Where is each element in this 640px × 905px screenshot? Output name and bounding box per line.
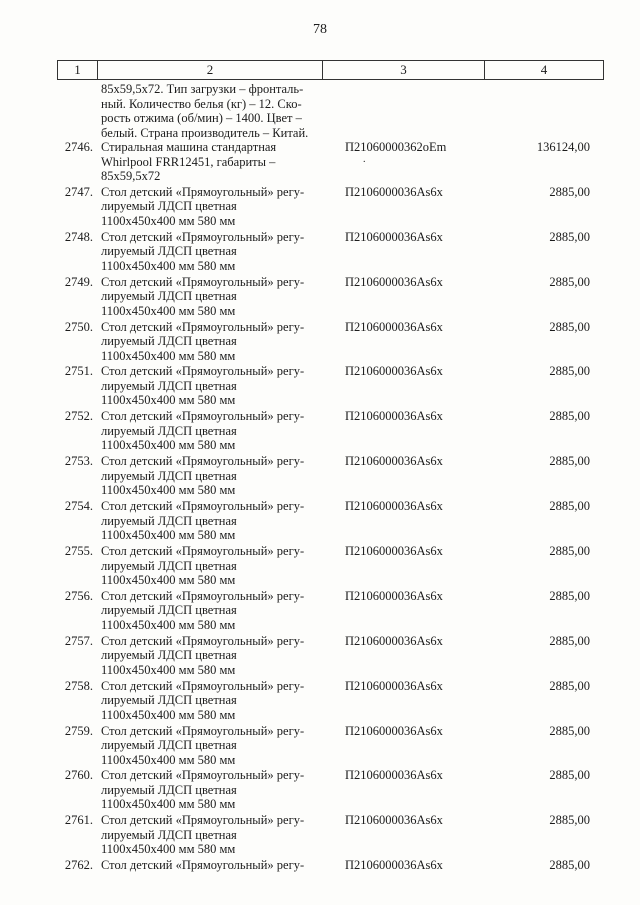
description-line: ный. Количество белья (кг) – 12. Ско- (101, 96, 302, 111)
table-row (57, 634, 602, 678)
code-text: П2106000036As6x (345, 588, 443, 603)
row-description (97, 275, 325, 319)
table-body (57, 82, 602, 874)
code-text: П2106000036As6x (345, 678, 443, 693)
description-line: лируемый ЛДСП цветная (101, 199, 237, 214)
code-text: П2106000036As6x (345, 633, 443, 648)
row-number: 2748. (64, 229, 93, 244)
description-line: 1100х450х400 мм 580 мм (101, 617, 236, 632)
row-description (97, 364, 325, 408)
description-line: Стол детский «Прямоугольный» регу- (101, 544, 305, 559)
description-line: Стол детский «Прямоугольный» регу- (101, 768, 305, 783)
row-description (97, 679, 325, 723)
row-price: 2885,00 (549, 678, 590, 693)
row-description (97, 589, 325, 633)
description-line: Стол детский «Прямоугольный» регу- (101, 813, 305, 828)
table-row (57, 409, 602, 453)
table-row (57, 679, 602, 723)
description-line: Whirlpool FRR12451, габариты – (101, 154, 276, 169)
row-number: 2753. (64, 454, 93, 469)
row-price (487, 82, 602, 140)
table-row (57, 813, 602, 857)
table-row (57, 858, 602, 873)
description-line: Стиральная машина стандартная (101, 140, 277, 154)
header-col-3: 3 (323, 61, 485, 79)
row-number: 2752. (64, 409, 93, 424)
description-line: 1100х450х400 мм 580 мм (101, 842, 236, 857)
description-line: 1100х450х400 мм 580 мм (101, 438, 236, 453)
row-price: 2885,00 (549, 723, 590, 738)
row-number: 2761. (64, 813, 93, 828)
table-row (57, 275, 602, 319)
row-code (325, 544, 487, 588)
code-text: П2106000036As6x (345, 364, 443, 379)
row-description (97, 813, 325, 857)
description-line: Стол детский «Прямоугольный» регу- (101, 723, 305, 738)
row-number: 2762. (64, 858, 93, 873)
code-text: П2106000036As6x (345, 768, 443, 783)
row-code (325, 634, 487, 678)
row-code (325, 364, 487, 408)
row-code (325, 409, 487, 453)
code-text: П2106000036As6x (345, 544, 443, 559)
row-code (325, 499, 487, 543)
description-line: Стол детский «Прямоугольный» регу- (101, 454, 305, 469)
row-number: 2756. (64, 588, 93, 603)
row-code (325, 275, 487, 319)
description-line: лируемый ЛДСП цветная (101, 738, 237, 753)
row-number: 2750. (64, 319, 93, 334)
row-number: 2754. (64, 499, 93, 514)
row-code (325, 858, 487, 873)
row-number (57, 82, 97, 140)
row-price: 2885,00 (549, 633, 590, 648)
table-row (57, 454, 602, 498)
description-line: рость отжима (об/мин) – 1400. Цвет – (101, 111, 302, 125)
description-line: лируемый ЛДСП цветная (101, 244, 237, 259)
row-price: 2885,00 (549, 588, 590, 603)
description-line: 1100х450х400 мм 580 мм (101, 348, 236, 363)
description-line: лируемый ЛДСП цветная (101, 468, 237, 483)
row-number: 2747. (64, 184, 93, 199)
code-text: П2106000036As6x (345, 184, 443, 199)
table-row (57, 140, 602, 184)
description-line: Стол детский «Прямоугольный» регу- (101, 364, 305, 379)
row-description (97, 858, 325, 873)
table-header (57, 60, 604, 80)
description-line: лируемый ЛДСП цветная (101, 603, 237, 618)
description-line: Стол детский «Прямоугольный» регу- (101, 184, 305, 199)
description-line: лируемый ЛДСП цветная (101, 513, 237, 528)
row-price: 2885,00 (549, 454, 590, 469)
description-line: 1100х450х400 мм 580 мм (101, 573, 236, 588)
page-number: 78 (313, 22, 327, 37)
row-code (325, 768, 487, 812)
description-line: Стол детский «Прямоугольный» регу- (101, 409, 305, 424)
description-line: 1100х450х400 мм 580 мм (101, 752, 236, 767)
row-price: 2885,00 (549, 768, 590, 783)
code-text: П2106000036As6x (345, 858, 443, 873)
code-text: П21060000362оЕm (345, 140, 447, 154)
table-row (57, 185, 602, 229)
description-line: 1100х450х400 мм 580 мм (101, 797, 236, 812)
description-line: 1100х450х400 мм 580 мм (101, 662, 236, 677)
code-text: П2106000036As6x (345, 723, 443, 738)
description-line: лируемый ЛДСП цветная (101, 423, 237, 438)
row-code (325, 813, 487, 857)
row-code (325, 679, 487, 723)
table-row (57, 724, 602, 768)
row-description (97, 320, 325, 364)
description-line: 1100х450х400 мм 580 мм (101, 213, 236, 228)
row-description (97, 409, 325, 453)
row-price: 2885,00 (549, 544, 590, 559)
description-line: белый. Страна производитель – Китай. (101, 125, 309, 140)
description-line: лируемый ЛДСП цветная (101, 782, 237, 797)
row-price: 2885,00 (549, 229, 590, 244)
table-row (57, 320, 602, 364)
continuation-row (57, 82, 602, 140)
description-line: Стол детский «Прямоугольный» регу- (101, 678, 305, 693)
row-number: 2758. (64, 678, 93, 693)
row-description (97, 724, 325, 768)
row-price: 136124,00 (536, 140, 590, 154)
row-number: 2746. (64, 140, 93, 154)
description-line: Стол детский «Прямоугольный» регу- (101, 588, 305, 603)
code-text: П2106000036As6x (345, 813, 443, 828)
header-col-4: 4 (540, 62, 548, 77)
row-description (97, 230, 325, 274)
description-line: лируемый ЛДСП цветная (101, 334, 237, 349)
row-number: 2755. (64, 544, 93, 559)
header-col-2: 2 (98, 61, 323, 79)
row-code (325, 724, 487, 768)
row-price: 2885,00 (549, 274, 590, 289)
code-text: П2106000036As6x (345, 229, 443, 244)
row-price: 2885,00 (549, 813, 590, 828)
description-line: 85х59,5х72 (101, 169, 161, 183)
row-price: 2885,00 (549, 184, 590, 199)
row-description (97, 499, 325, 543)
row-price: 2885,00 (549, 364, 590, 379)
row-code (325, 140, 487, 184)
table-row (57, 364, 602, 408)
description-line: лируемый ЛДСП цветная (101, 827, 237, 842)
row-price: 2885,00 (549, 409, 590, 424)
row-description (97, 768, 325, 812)
code-text: П2106000036As6x (345, 319, 443, 334)
code-text: П2106000036As6x (345, 409, 443, 424)
description-line: лируемый ЛДСП цветная (101, 648, 237, 663)
code-mark: . (363, 153, 366, 165)
description-line: Стол детский «Прямоугольный» регу- (101, 319, 305, 334)
row-number: 2759. (64, 723, 93, 738)
code-text: П2106000036As6x (345, 454, 443, 469)
description-line: Стол детский «Прямоугольный» регу- (101, 858, 305, 873)
description-line: Стол детский «Прямоугольный» регу- (101, 499, 305, 514)
table-row (57, 544, 602, 588)
row-number: 2757. (64, 633, 93, 648)
code-text: П2106000036As6x (345, 499, 443, 514)
description-line: лируемый ЛДСП цветная (101, 558, 237, 573)
row-code (325, 230, 487, 274)
description-line: лируемый ЛДСП цветная (101, 289, 237, 304)
table-row (57, 499, 602, 543)
description-line: 1100х450х400 мм 580 мм (101, 483, 236, 498)
row-description (97, 140, 325, 184)
code-text: П2106000036As6x (345, 274, 443, 289)
row-description (97, 544, 325, 588)
description-line: 85х59,5х72. Тип загрузки – фронталь- (101, 82, 304, 96)
description-line: Стол детский «Прямоугольный» регу- (101, 633, 305, 648)
row-description (97, 634, 325, 678)
description-line: 1100х450х400 мм 580 мм (101, 528, 236, 543)
table-row (57, 589, 602, 633)
header-col-1: 1 (58, 61, 98, 79)
row-price: 2885,00 (549, 499, 590, 514)
description-line: 1100х450х400 мм 580 мм (101, 707, 236, 722)
description-line: 1100х450х400 мм 580 мм (101, 258, 236, 273)
description-line: 1100х450х400 мм 580 мм (101, 393, 236, 408)
description-line: Стол детский «Прямоугольный» регу- (101, 229, 305, 244)
description-line: Стол детский «Прямоугольный» регу- (101, 274, 305, 289)
row-description (97, 82, 325, 140)
row-description (97, 454, 325, 498)
row-number: 2751. (64, 364, 93, 379)
description-line: лируемый ЛДСП цветная (101, 378, 237, 393)
description-line: лируемый ЛДСП цветная (101, 693, 237, 708)
row-code (325, 320, 487, 364)
row-code (325, 589, 487, 633)
table-row (57, 768, 602, 812)
row-code (325, 185, 487, 229)
row-description (97, 185, 325, 229)
row-number: 2760. (64, 768, 93, 783)
row-number: 2749. (64, 274, 93, 289)
table-row (57, 230, 602, 274)
description-line: 1100х450х400 мм 580 мм (101, 303, 236, 318)
row-price: 2885,00 (549, 319, 590, 334)
row-code (325, 454, 487, 498)
row-code (325, 82, 487, 140)
row-price: 2885,00 (549, 858, 590, 873)
